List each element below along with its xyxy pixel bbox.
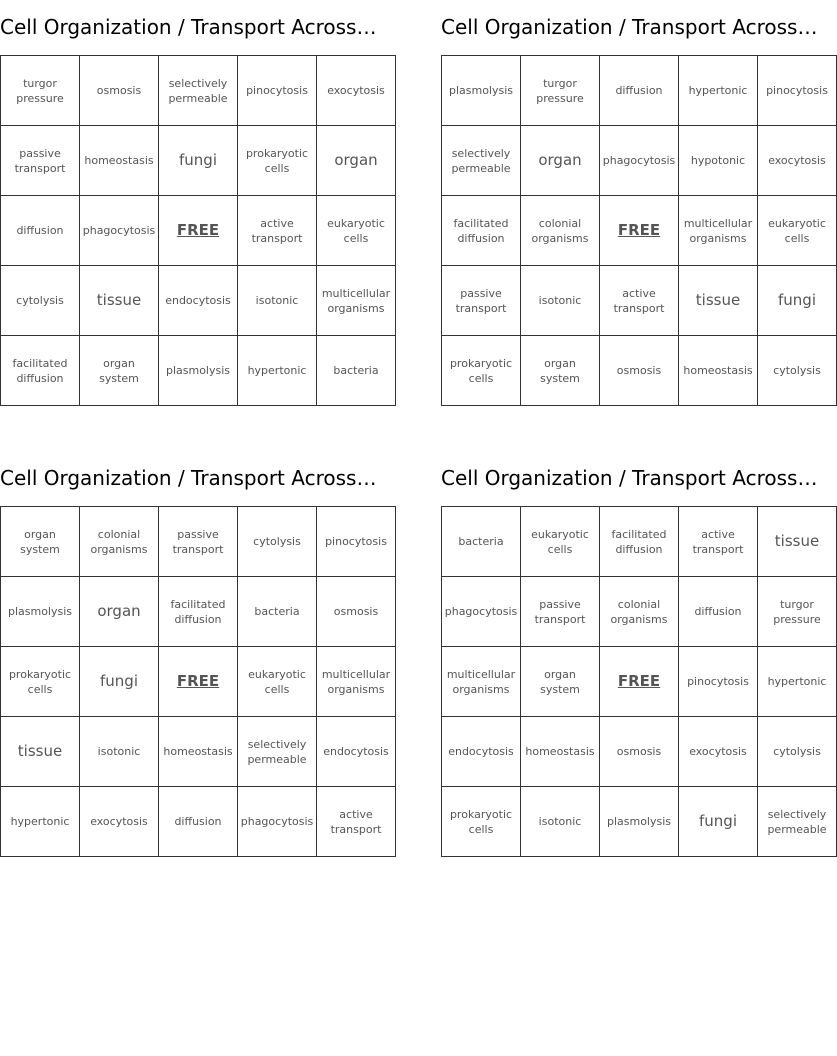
bingo-cell: pinocytosis xyxy=(679,647,758,717)
bingo-card-1 xyxy=(0,0,391,406)
bingo-cell: isotonic xyxy=(521,266,600,336)
bingo-cell: homeostasis xyxy=(521,717,600,787)
grid-row xyxy=(1,717,396,787)
bingo-cell: passive transport xyxy=(159,507,238,577)
bingo-cell: osmosis xyxy=(80,56,159,126)
bingo-cell: turgor pressure xyxy=(1,56,80,126)
grid-row xyxy=(442,507,837,577)
bingo-cell: eukaryotic cells xyxy=(317,196,396,266)
bingo-cell: phagocytosis xyxy=(600,126,679,196)
grid-row xyxy=(442,196,837,266)
grid-row xyxy=(1,126,396,196)
bingo-cell: multicellular organisms xyxy=(679,196,758,266)
bingo-card-4 xyxy=(441,451,827,857)
free-space-cell: FREE xyxy=(600,196,679,266)
bingo-cell: isotonic xyxy=(238,266,317,336)
grid-row xyxy=(442,717,837,787)
grid-row xyxy=(442,787,837,857)
bingo-cell: fungi xyxy=(159,126,238,196)
bingo-cell: pinocytosis xyxy=(238,56,317,126)
bingo-cell: pinocytosis xyxy=(758,56,837,126)
bingo-cell: prokaryotic cells xyxy=(238,126,317,196)
bingo-cell: tissue xyxy=(80,266,159,336)
bingo-cell: bacteria xyxy=(442,507,521,577)
bingo-cell: active transport xyxy=(317,787,396,857)
bingo-cell: bacteria xyxy=(317,336,396,406)
bingo-cell: tissue xyxy=(758,507,837,577)
bingo-cell: organ xyxy=(317,126,396,196)
bingo-cell: plasmolysis xyxy=(159,336,238,406)
bingo-cell: active transport xyxy=(238,196,317,266)
bingo-cell: organ xyxy=(521,126,600,196)
bingo-grid xyxy=(0,55,396,406)
bingo-cell: phagocytosis xyxy=(80,196,159,266)
grid-row xyxy=(1,196,396,266)
bingo-cell: multicellular organisms xyxy=(442,647,521,717)
bingo-grid xyxy=(0,506,396,857)
bingo-grid xyxy=(441,55,837,406)
bingo-cell: osmosis xyxy=(317,577,396,647)
bingo-cell: organ xyxy=(80,577,159,647)
bingo-cell: diffusion xyxy=(159,787,238,857)
bingo-cell: fungi xyxy=(758,266,837,336)
bingo-cell: colonial organisms xyxy=(521,196,600,266)
bingo-cell: organ system xyxy=(521,336,600,406)
bingo-cell: cytolysis xyxy=(238,507,317,577)
bingo-cell: diffusion xyxy=(1,196,80,266)
bingo-cell: eukaryotic cells xyxy=(238,647,317,717)
bingo-cell: active transport xyxy=(600,266,679,336)
bingo-cell: hypertonic xyxy=(238,336,317,406)
bingo-cell: isotonic xyxy=(80,717,159,787)
bingo-cell: diffusion xyxy=(679,577,758,647)
bingo-cell: prokaryotic cells xyxy=(442,336,521,406)
bingo-cell: organ system xyxy=(80,336,159,406)
bingo-cell: tissue xyxy=(1,717,80,787)
bingo-cell: hypertonic xyxy=(679,56,758,126)
free-space-cell: FREE xyxy=(159,647,238,717)
bingo-cell: plasmolysis xyxy=(600,787,679,857)
bingo-cell: hypertonic xyxy=(758,647,837,717)
bingo-cell: phagocytosis xyxy=(442,577,521,647)
bingo-card-2 xyxy=(441,0,828,406)
bingo-cell: endocytosis xyxy=(159,266,238,336)
bingo-cell: homeostasis xyxy=(159,717,238,787)
bingo-cell: cytolysis xyxy=(758,336,837,406)
bingo-cell: isotonic xyxy=(521,787,600,857)
grid-row xyxy=(1,647,396,717)
bingo-cell: hypertonic xyxy=(1,787,80,857)
grid-row xyxy=(442,266,837,336)
bingo-cell: active transport xyxy=(679,507,758,577)
bingo-cell: tissue xyxy=(679,266,758,336)
free-space-cell: FREE xyxy=(159,196,238,266)
grid-row xyxy=(1,266,396,336)
bingo-cell: colonial organisms xyxy=(600,577,679,647)
bingo-cell: facilitated diffusion xyxy=(600,507,679,577)
grid-row xyxy=(442,647,837,717)
grid-row xyxy=(1,577,396,647)
bingo-cell: endocytosis xyxy=(442,717,521,787)
bingo-cell: bacteria xyxy=(238,577,317,647)
bingo-cell: exocytosis xyxy=(758,126,837,196)
bingo-cell: selectively permeable xyxy=(758,787,837,857)
card-title: Cell Organization / Transport Across… xyxy=(0,466,377,490)
bingo-cell: osmosis xyxy=(600,717,679,787)
bingo-cell: multicellular organisms xyxy=(317,266,396,336)
grid-row xyxy=(1,787,396,857)
bingo-cell: prokaryotic cells xyxy=(1,647,80,717)
bingo-cell: cytolysis xyxy=(758,717,837,787)
bingo-cell: organ system xyxy=(1,507,80,577)
free-space-cell: FREE xyxy=(600,647,679,717)
bingo-cell: colonial organisms xyxy=(80,507,159,577)
bingo-cell: plasmolysis xyxy=(1,577,80,647)
bingo-cell: passive transport xyxy=(1,126,80,196)
bingo-cell: organ system xyxy=(521,647,600,717)
bingo-cell: turgor pressure xyxy=(758,577,837,647)
bingo-cell: diffusion xyxy=(600,56,679,126)
bingo-cell: cytolysis xyxy=(1,266,80,336)
bingo-cell: multicellular organisms xyxy=(317,647,396,717)
bingo-cell: phagocytosis xyxy=(238,787,317,857)
bingo-cell: exocytosis xyxy=(80,787,159,857)
bingo-card-3 xyxy=(0,451,391,857)
bingo-cell: homeostasis xyxy=(80,126,159,196)
grid-row xyxy=(442,336,837,406)
grid-row xyxy=(1,507,396,577)
card-title: Cell Organization / Transport Across… xyxy=(441,466,818,490)
card-title: Cell Organization / Transport Across… xyxy=(441,15,818,39)
bingo-cell: fungi xyxy=(80,647,159,717)
grid-row xyxy=(442,126,837,196)
grid-row xyxy=(1,336,396,406)
bingo-cell: passive transport xyxy=(521,577,600,647)
bingo-cell: facilitated diffusion xyxy=(1,336,80,406)
bingo-cell: eukaryotic cells xyxy=(521,507,600,577)
grid-row xyxy=(442,577,837,647)
bingo-cell: turgor pressure xyxy=(521,56,600,126)
bingo-cell: osmosis xyxy=(600,336,679,406)
bingo-cell: hypotonic xyxy=(679,126,758,196)
bingo-cell: passive transport xyxy=(442,266,521,336)
bingo-cell: facilitated diffusion xyxy=(442,196,521,266)
bingo-cell: endocytosis xyxy=(317,717,396,787)
bingo-cell: selectively permeable xyxy=(159,56,238,126)
bingo-cell: homeostasis xyxy=(679,336,758,406)
card-title: Cell Organization / Transport Across… xyxy=(0,15,377,39)
bingo-grid xyxy=(441,506,837,857)
grid-row xyxy=(1,56,396,126)
bingo-cell: exocytosis xyxy=(317,56,396,126)
bingo-cell: prokaryotic cells xyxy=(442,787,521,857)
grid-row xyxy=(442,56,837,126)
bingo-cell: selectively permeable xyxy=(238,717,317,787)
bingo-cell: plasmolysis xyxy=(442,56,521,126)
bingo-cell: exocytosis xyxy=(679,717,758,787)
bingo-cell: eukaryotic cells xyxy=(758,196,837,266)
bingo-cell: facilitated diffusion xyxy=(159,577,238,647)
bingo-cell: pinocytosis xyxy=(317,507,396,577)
bingo-cell: fungi xyxy=(679,787,758,857)
bingo-cell: selectively permeable xyxy=(442,126,521,196)
